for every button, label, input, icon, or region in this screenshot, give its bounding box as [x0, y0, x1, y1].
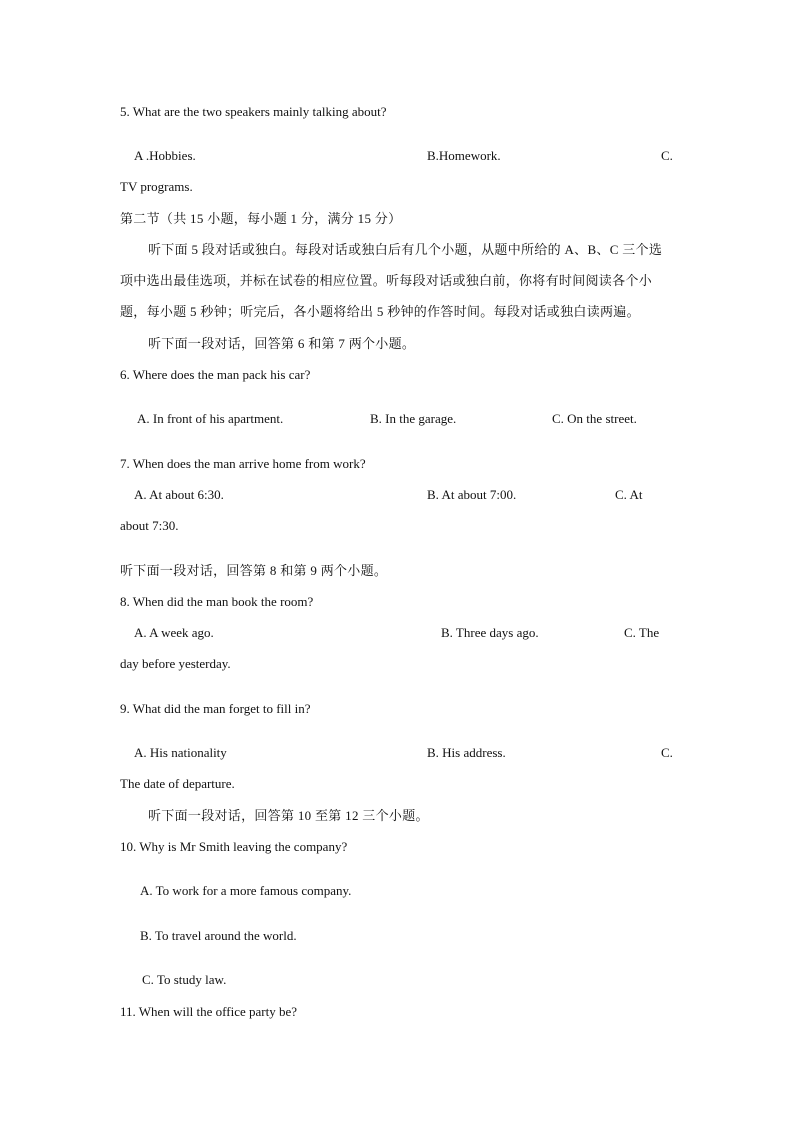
q10-option-a: A. To work for a more famous company. [140, 883, 352, 898]
q9-option-c-text: The date of departure. [120, 776, 235, 791]
q5-option-a: A .Hobbies. [134, 148, 196, 163]
q10-option-b: B. To travel around the world. [140, 928, 297, 943]
q7-option-c: C. At [615, 487, 643, 502]
dialog-intro-10-12: 听下面一段对话，回答第 10 至第 12 三个小题。 [148, 808, 429, 823]
q8-option-a: A. A week ago. [134, 625, 214, 640]
q5-option-b: B.Homework. [427, 148, 501, 163]
q7-option-c-text: about 7:30. [120, 518, 179, 533]
q9-option-c: C. [661, 745, 673, 760]
question-5: 5. What are the two speakers mainly talking about? [120, 104, 387, 119]
question-6: 6. Where does the man pack his car? [120, 367, 311, 382]
q6-option-a: A. In front of his apartment. [137, 411, 284, 426]
question-9: 9. What did the man forget to fill in? [120, 701, 311, 716]
instructions-line-2: 项中选出最佳选项，并标在试卷的相应位置。听每段对话或独白前，你将有时间阅读各个小 [120, 273, 653, 288]
question-8: 8. When did the man book the room? [120, 594, 314, 609]
q8-option-c: C. The [624, 625, 660, 640]
q9-option-b: B. His address. [427, 745, 506, 760]
q7-option-b: B. At about 7:00. [427, 487, 517, 502]
section-2-heading: 第二节（共 15 小题，每小题 1 分，满分 15 分） [120, 211, 402, 226]
q8-option-c-text: day before yesterday. [120, 656, 231, 671]
q10-option-c: C. To study law. [142, 972, 227, 987]
q7-option-a: A. At about 6:30. [134, 487, 224, 502]
q5-option-c-text: TV programs. [120, 179, 193, 194]
q9-option-a: A. His nationality [134, 745, 227, 760]
instructions-line-1: 听下面 5 段对话或独白。每段对话或独白后有几个小题，从题中所给的 A、B、C 三个选 [148, 242, 663, 257]
q5-option-c: C. [661, 148, 673, 163]
instructions-line-3: 题，每小题 5 秒钟；听完后，各小题将给出 5 秒钟的作答时间。每段对话或独白读两遍。 [120, 304, 640, 319]
q6-option-c: C. On the street. [552, 411, 637, 426]
dialog-intro-8-9: 听下面一段对话，回答第 8 和第 9 两个小题。 [120, 563, 388, 578]
question-11: 11. When will the office party be? [120, 1004, 298, 1019]
q6-option-b: B. In the garage. [370, 411, 457, 426]
dialog-intro-6-7: 听下面一段对话，回答第 6 和第 7 两个小题。 [148, 336, 416, 351]
question-10: 10. Why is Mr Smith leaving the company? [120, 839, 348, 854]
q8-option-b: B. Three days ago. [441, 625, 539, 640]
question-7: 7. When does the man arrive home from work? [120, 456, 366, 471]
